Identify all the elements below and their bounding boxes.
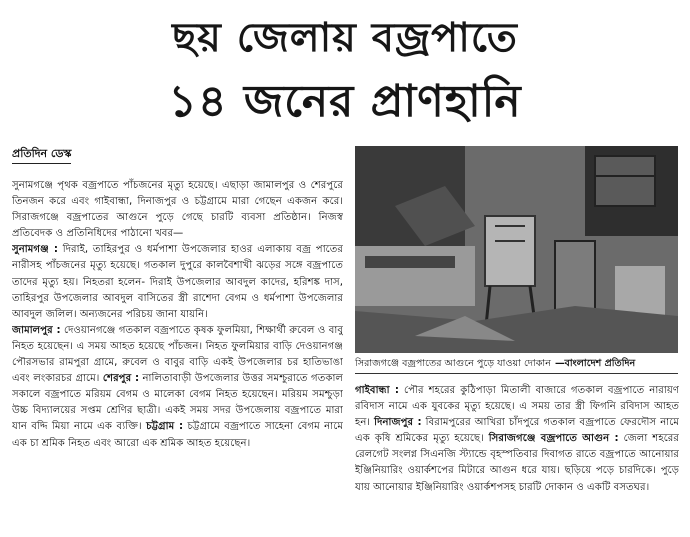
article-right-column [355, 383, 679, 533]
section-sunamganj [12, 242, 343, 322]
photo-caption [355, 357, 678, 374]
section-place: শেরপুর : [102, 373, 140, 385]
section-text: চট্টগ্রামে বজ্রপাতে সাহেনা বেগম নামে এক চা শ্রমিক নিহত এবং আরো এক শ্রমিক আহত হয়েছেন। [12, 421, 343, 449]
burned-shop-photo [355, 146, 678, 353]
section-place: সুনামগঞ্জ : [12, 244, 58, 256]
section-place: চট্টগ্রাম : [146, 421, 184, 433]
section-text: দেওয়ানগঞ্জে গতকাল বজ্রপাতে কৃষক ফুলমিয়া, শিক্ষার্থী রুবেল ও বাবু নিহত হয়েছেন। এ সময় আহত হয়েছে পাঁচজন। নিহত ফুলমিয়ার বাড়ি দেওয়ানগঞ্জ পৌরসভার রামপুরা গ্রামে, রুবেল ও বাবুর বাড়ি একই উপজেলার চর হাতিভাঙা এবং লংকারচর গ্রামে। [12, 324, 343, 385]
article-intro: সুনামগঞ্জে পৃথক বজ্রপাতে পাঁচজনের মৃত্যু হয়েছে। এছাড়া জামালপুর ও শেরপুরে তিনজন করে এবং গাইবান্ধা, দিনাজপুর ও চট্টগ্রামে মারা গেছেন একজন করে। সিরাজগঞ্জে বজ্রপাতের আগুনে পুড়ে গেছে চারটি ব্যবসা প্রতিষ্ঠান। নিজস্ব প্রতিবেদক ও প্রতিনিধিদের পাঠানো খবর— [12, 180, 343, 240]
headline-line-2: ১৪ জনের প্রাণহানি [168, 76, 522, 127]
section-text: পৌর শহরের কুঠিপাড়া মিতালী বাজারে গতকাল বজ্রপাতে নারায়ণ রবিদাস নামে এক যুবকের মৃত্যু হয়েছে। এ সময় তার স্ত্রী ফিগনি রবিদাস আহত হন। [355, 385, 679, 429]
section-text: জেলা শহরের রেলগেট সংলগ্ন সিএনজি স্ট্যান্ডে বৃহস্পতিবার দিবাগত রাতে বজ্রপাতে আনোয়ার ইঞ্জিনিয়ারিং ওয়ার্কশপের মিটারে আগুন ধরে যায়। ছড়িয়ে পড়ে চারদিকে। পুড়ে যায় আনোয়ার ইঞ্জিনিয়ারিং ওয়ার্কশপসহ চারটি দোকান ও একটি বসতঘর। [355, 433, 679, 493]
headline-line-1: ছয় জেলায় বজ্রপাতে [172, 15, 518, 61]
section-jamalpur-sherpur-chattogram [12, 323, 343, 452]
section-text: দিরাই, তাহিরপুর ও ধর্মপাশা উপজেলার হাওর এলাকায় বজ্র পাতের নারীসহ পাঁচজনের মৃত্যু হয়েছে। গতকাল দুপুরে কালবৈশাখী ঝড়ের সঙ্গে বজ্রপাতে তাদের মৃত্যু হয়। নিহতরা হলেন- দিরাই উপজেলার আবদুল কাদের, হরিশঙ্ক দাস, তাহিরপুর উপজেলার আবদুল বাসিতের স্ত্রী রাশেদা বেগম ও ধর্মপাশা উপজেলার আবদুল জলিল। অন্যজনের পরিচয় জানা যায়নি। [12, 244, 343, 320]
section-text: বিরামপুরের আখিরা চাঁদপুরে গতকাল বজ্রপাতে ফেরদৌস নামে এক কৃষি শ্রমিকের মৃত্যু হয়েছে। [355, 417, 679, 445]
section-place: দিনাজপুর : [374, 417, 422, 429]
caption-credit: —বাংলাদেশ প্রতিদিন [554, 358, 636, 369]
caption-text: সিরাজগঞ্জে বজ্রপাতের আগুনে পুড়ে যাওয়া দোকান [355, 358, 551, 369]
section-place: সিরাজগঞ্জে বজ্রপাতে আগুন : [488, 433, 619, 445]
section-place: জামালপুর : [12, 324, 61, 336]
article-left-column [12, 178, 343, 534]
section-place: গাইবান্ধা : [355, 385, 399, 396]
byline-desk: প্রতিদিন ডেস্ক [12, 147, 71, 164]
photo-illustration [355, 146, 678, 353]
section-text: নালিতাবাড়ী উপজেলার উত্তর সমশ্চুরাতে গতকাল সকালে বজ্রপাতে মরিয়ম বেগম ও মালেকা বেগম নিহত হয়েছেন। মরিয়ম সমশ্চুড়া উচ্চ বিদ্যালয়ের সপ্তম শ্রেণির ছাত্রী। একই সময় সদর উপজেলায় বজ্রপাতে মারা যান বদ্দি মিয়া নামে এক ব্যক্তি। [12, 373, 343, 433]
section-gaibandha-dinajpur-sirajganj [355, 383, 679, 496]
